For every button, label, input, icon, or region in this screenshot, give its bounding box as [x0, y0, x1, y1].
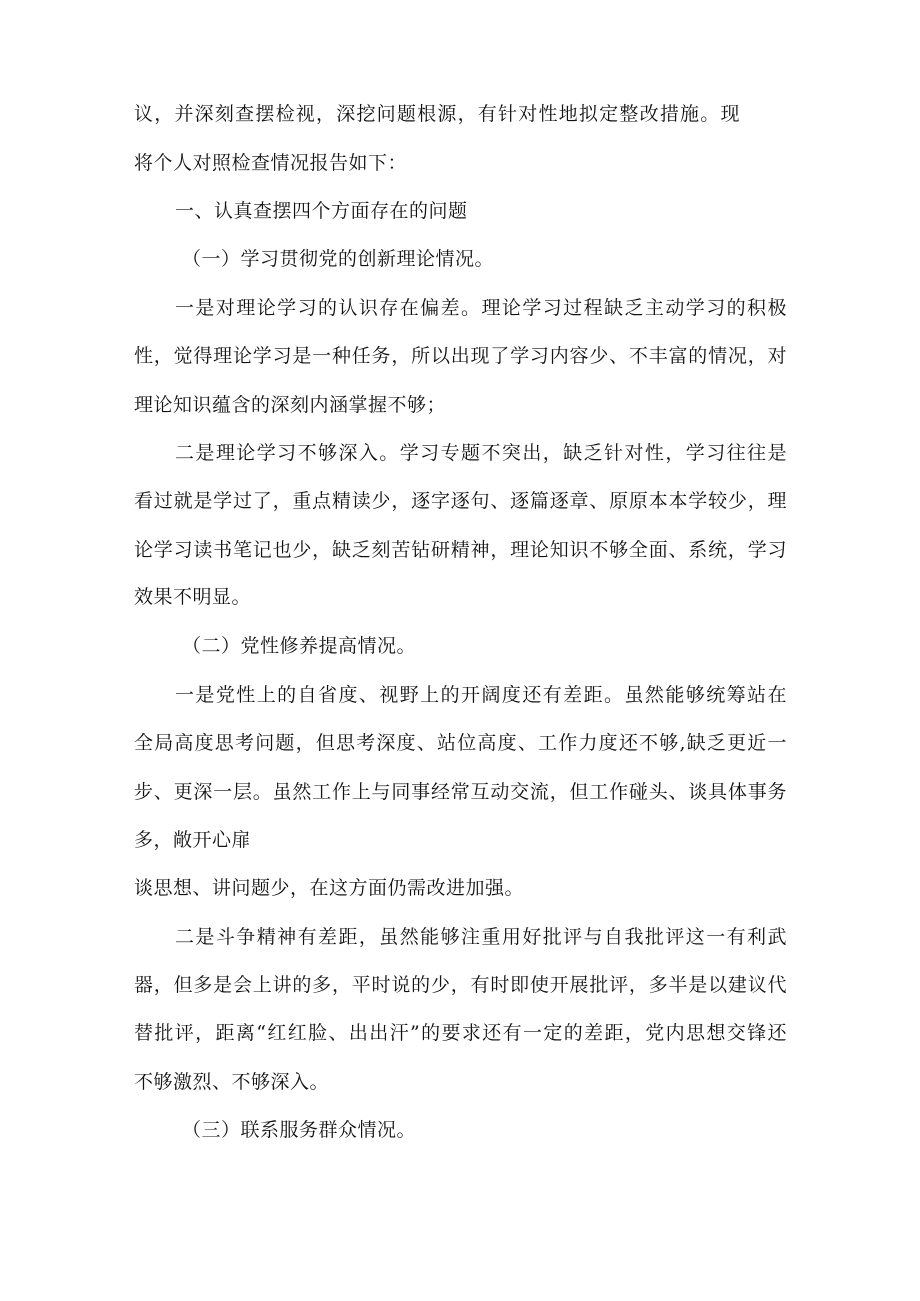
- subsection-heading: （二）党性修养提高情况。: [182, 635, 417, 657]
- body-line: 将个人对照检查情况报告如下：: [134, 152, 408, 174]
- body-line: 理论知识蕴含的深刻内涵掌握不够；: [134, 394, 447, 416]
- body-line: 一是党性上的自省度、视野上的开阔度还有差距。虽然能够统筹站在: [175, 684, 787, 706]
- body-line: 一是对理论学习的认识存在偏差。理论学习过程缺乏主动学习的积极: [175, 297, 787, 319]
- body-line: 看过就是学过了，重点精读少，逐字逐句、逐篇逐章、原原本本学较少，理: [134, 490, 787, 512]
- subsection-heading: （一）学习贯彻党的创新理论情况。: [182, 248, 495, 270]
- body-line: 二是理论学习不够深入。学习专题不突出，缺乏针对性，学习往往是: [175, 442, 787, 464]
- body-line: 步、更深一层。虽然工作上与同事经常互动交流，但工作碰头、谈具体事务: [134, 781, 787, 803]
- body-line: 议，并深刻查摆检视，深挖问题根源，有针对性地拟定整改措施。现: [134, 103, 740, 125]
- body-line: 二是斗争精神有差距，虽然能够注重用好批评与自我批评这一有利武: [175, 926, 787, 948]
- body-line: 多，敞开心扉: [134, 829, 252, 851]
- section-heading: 一、认真查摆四个方面存在的问题: [175, 200, 468, 222]
- body-line: 性，觉得理论学习是一种任务，所以出现了学习内容少、不丰富的情况，对: [134, 345, 787, 367]
- body-line: 效果不明显。: [134, 586, 252, 608]
- body-line: 谈思想、讲问题少，在这方面仍需改进加强。: [134, 877, 525, 899]
- body-line: 不够激烈、不够深入。: [134, 1071, 330, 1093]
- body-line: 器，但多是会上讲的多，平时说的少，有时即使开展批评，多半是以建议代: [134, 974, 787, 996]
- body-line: 替批评，距离“红红脸、出出汗”的要求还有一定的差距，党内思想交锋还: [134, 1022, 787, 1044]
- body-line: 论学习读书笔记也少，缺乏刻苦钻研精神，理论知识不够全面、系统，学习: [134, 539, 787, 561]
- body-line: 全局高度思考问题，但思考深度、站位高度、工作力度还不够,缺乏更近一: [134, 732, 787, 754]
- subsection-heading: （三）联系服务群众情况。: [182, 1119, 417, 1141]
